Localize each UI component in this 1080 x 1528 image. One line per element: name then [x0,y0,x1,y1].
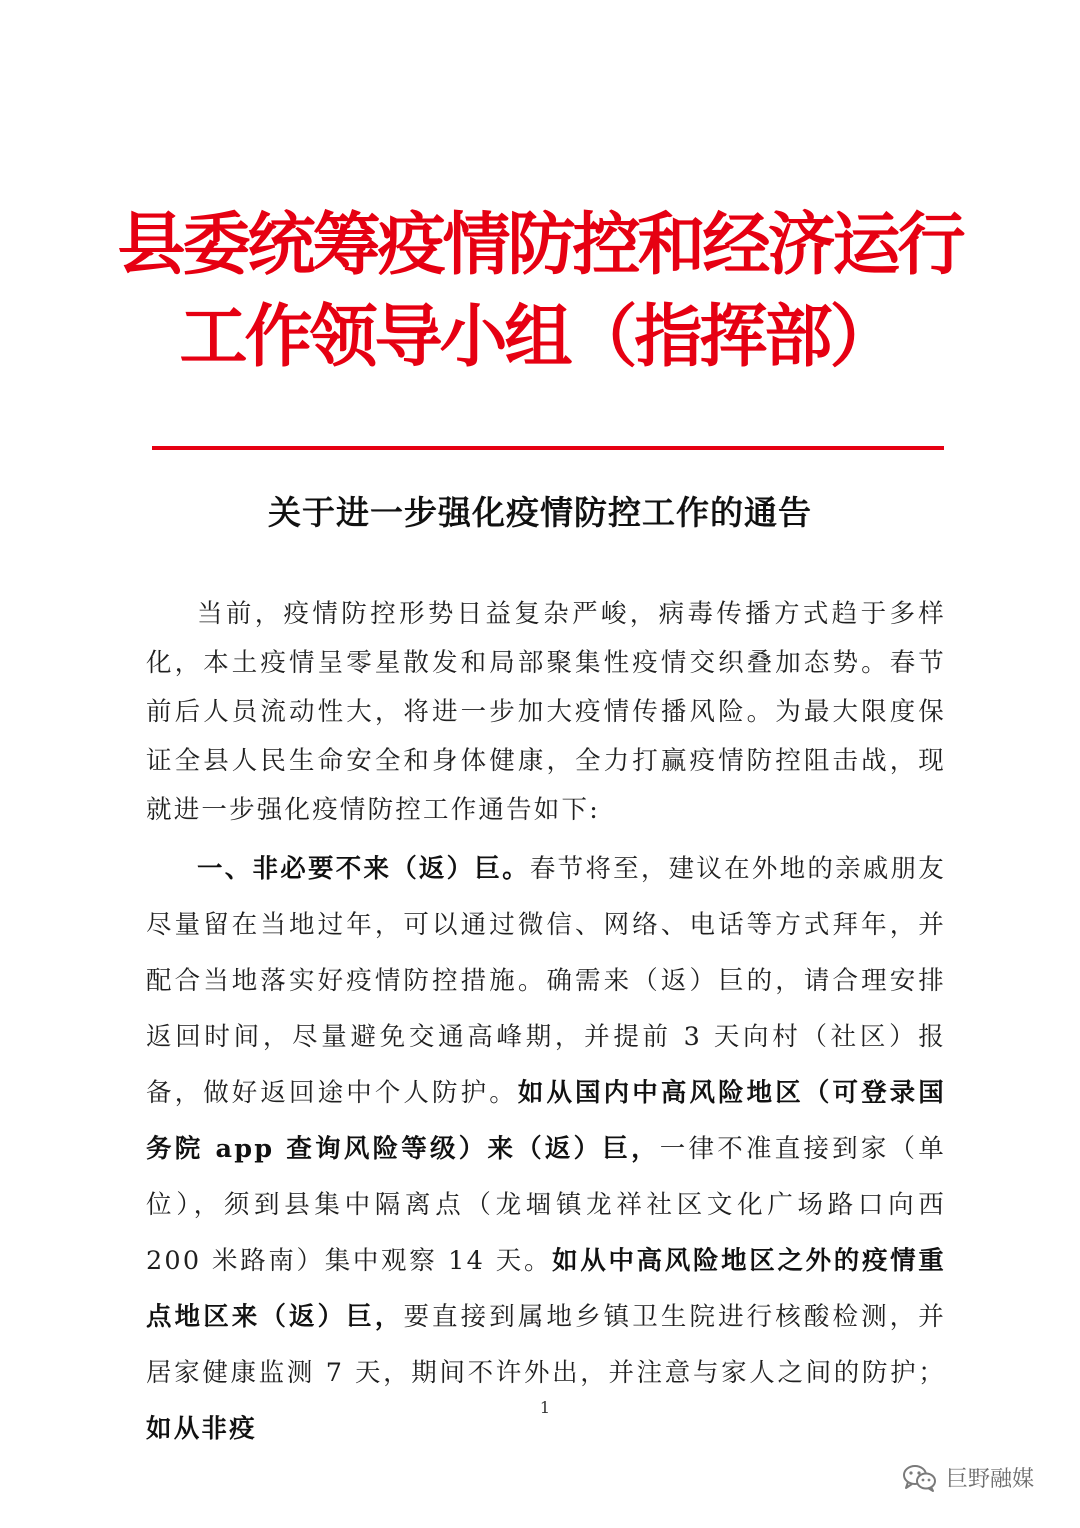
page-number: 1 [539,1398,551,1417]
item-1-paragraph [146,841,946,1457]
notice-title: 关于进一步强化疫情防控工作的通告 [268,493,812,532]
item-1-heading: 一、非必要不来（返）巨。 [197,854,530,884]
item-1-text-a: 春节将至，建议在外地的亲戚朋友尽量留在当地过年，可以通过微信、网络、电话等方式拜年，并配合当地落实好疫情防控措施。确需来（返）巨的，请合理安排返回时间，尽量避免交通高峰期，并提前 3 天向村（社区）报备，做好返回途中个人防护。 [146,854,946,1108]
watermark-text: 巨野融媒 [946,1467,1035,1492]
intro-paragraph: 当前，疫情防控形势日益复杂严峻，病毒传播方式趋于多样化，本土疫情呈零星散发和局部聚集性疫情交织叠加态势。春节前后人员流动性大，将进一步加大疫情传播风险。为最大限度保证全县人民生命安全和身体健康，全力打赢疫情防控阻击战，现就进一步强化疫情防控工作通告如下: [146,599,946,825]
item-1-bold-b: 如从国内中高风险地区（可登录国务院 app 查询风险等级）来（返）巨， [146,1078,946,1164]
item-1-bold-f: 如从非疫 [146,1414,257,1444]
issuing-org-line-2: 工作领导小组（指挥部） [179,298,895,377]
item-1-bold-d: 如从中高风险地区之外的疫情重点地区来（返）巨， [146,1246,946,1332]
item-1-text-c: 一律不准直接到家（单位），须到县集中隔离点（龙堌镇龙祥社区文化广场路口向西 200 米路南）集中观察 14 天。 [146,1134,946,1276]
source-watermark [902,1462,1034,1493]
red-divider-rule [152,446,944,450]
issuing-org-line-1: 县委统筹疫情防控和经济运行 [117,206,963,285]
item-1-text-e: 要直接到属地乡镇卫生院进行核酸检测，并居家健康监测 7 天，期间不许外出，并注意与家人之间的防护； [146,1302,946,1388]
document-header [0,200,1080,384]
wechat-icon [902,1463,938,1493]
notice-body [146,590,946,1457]
